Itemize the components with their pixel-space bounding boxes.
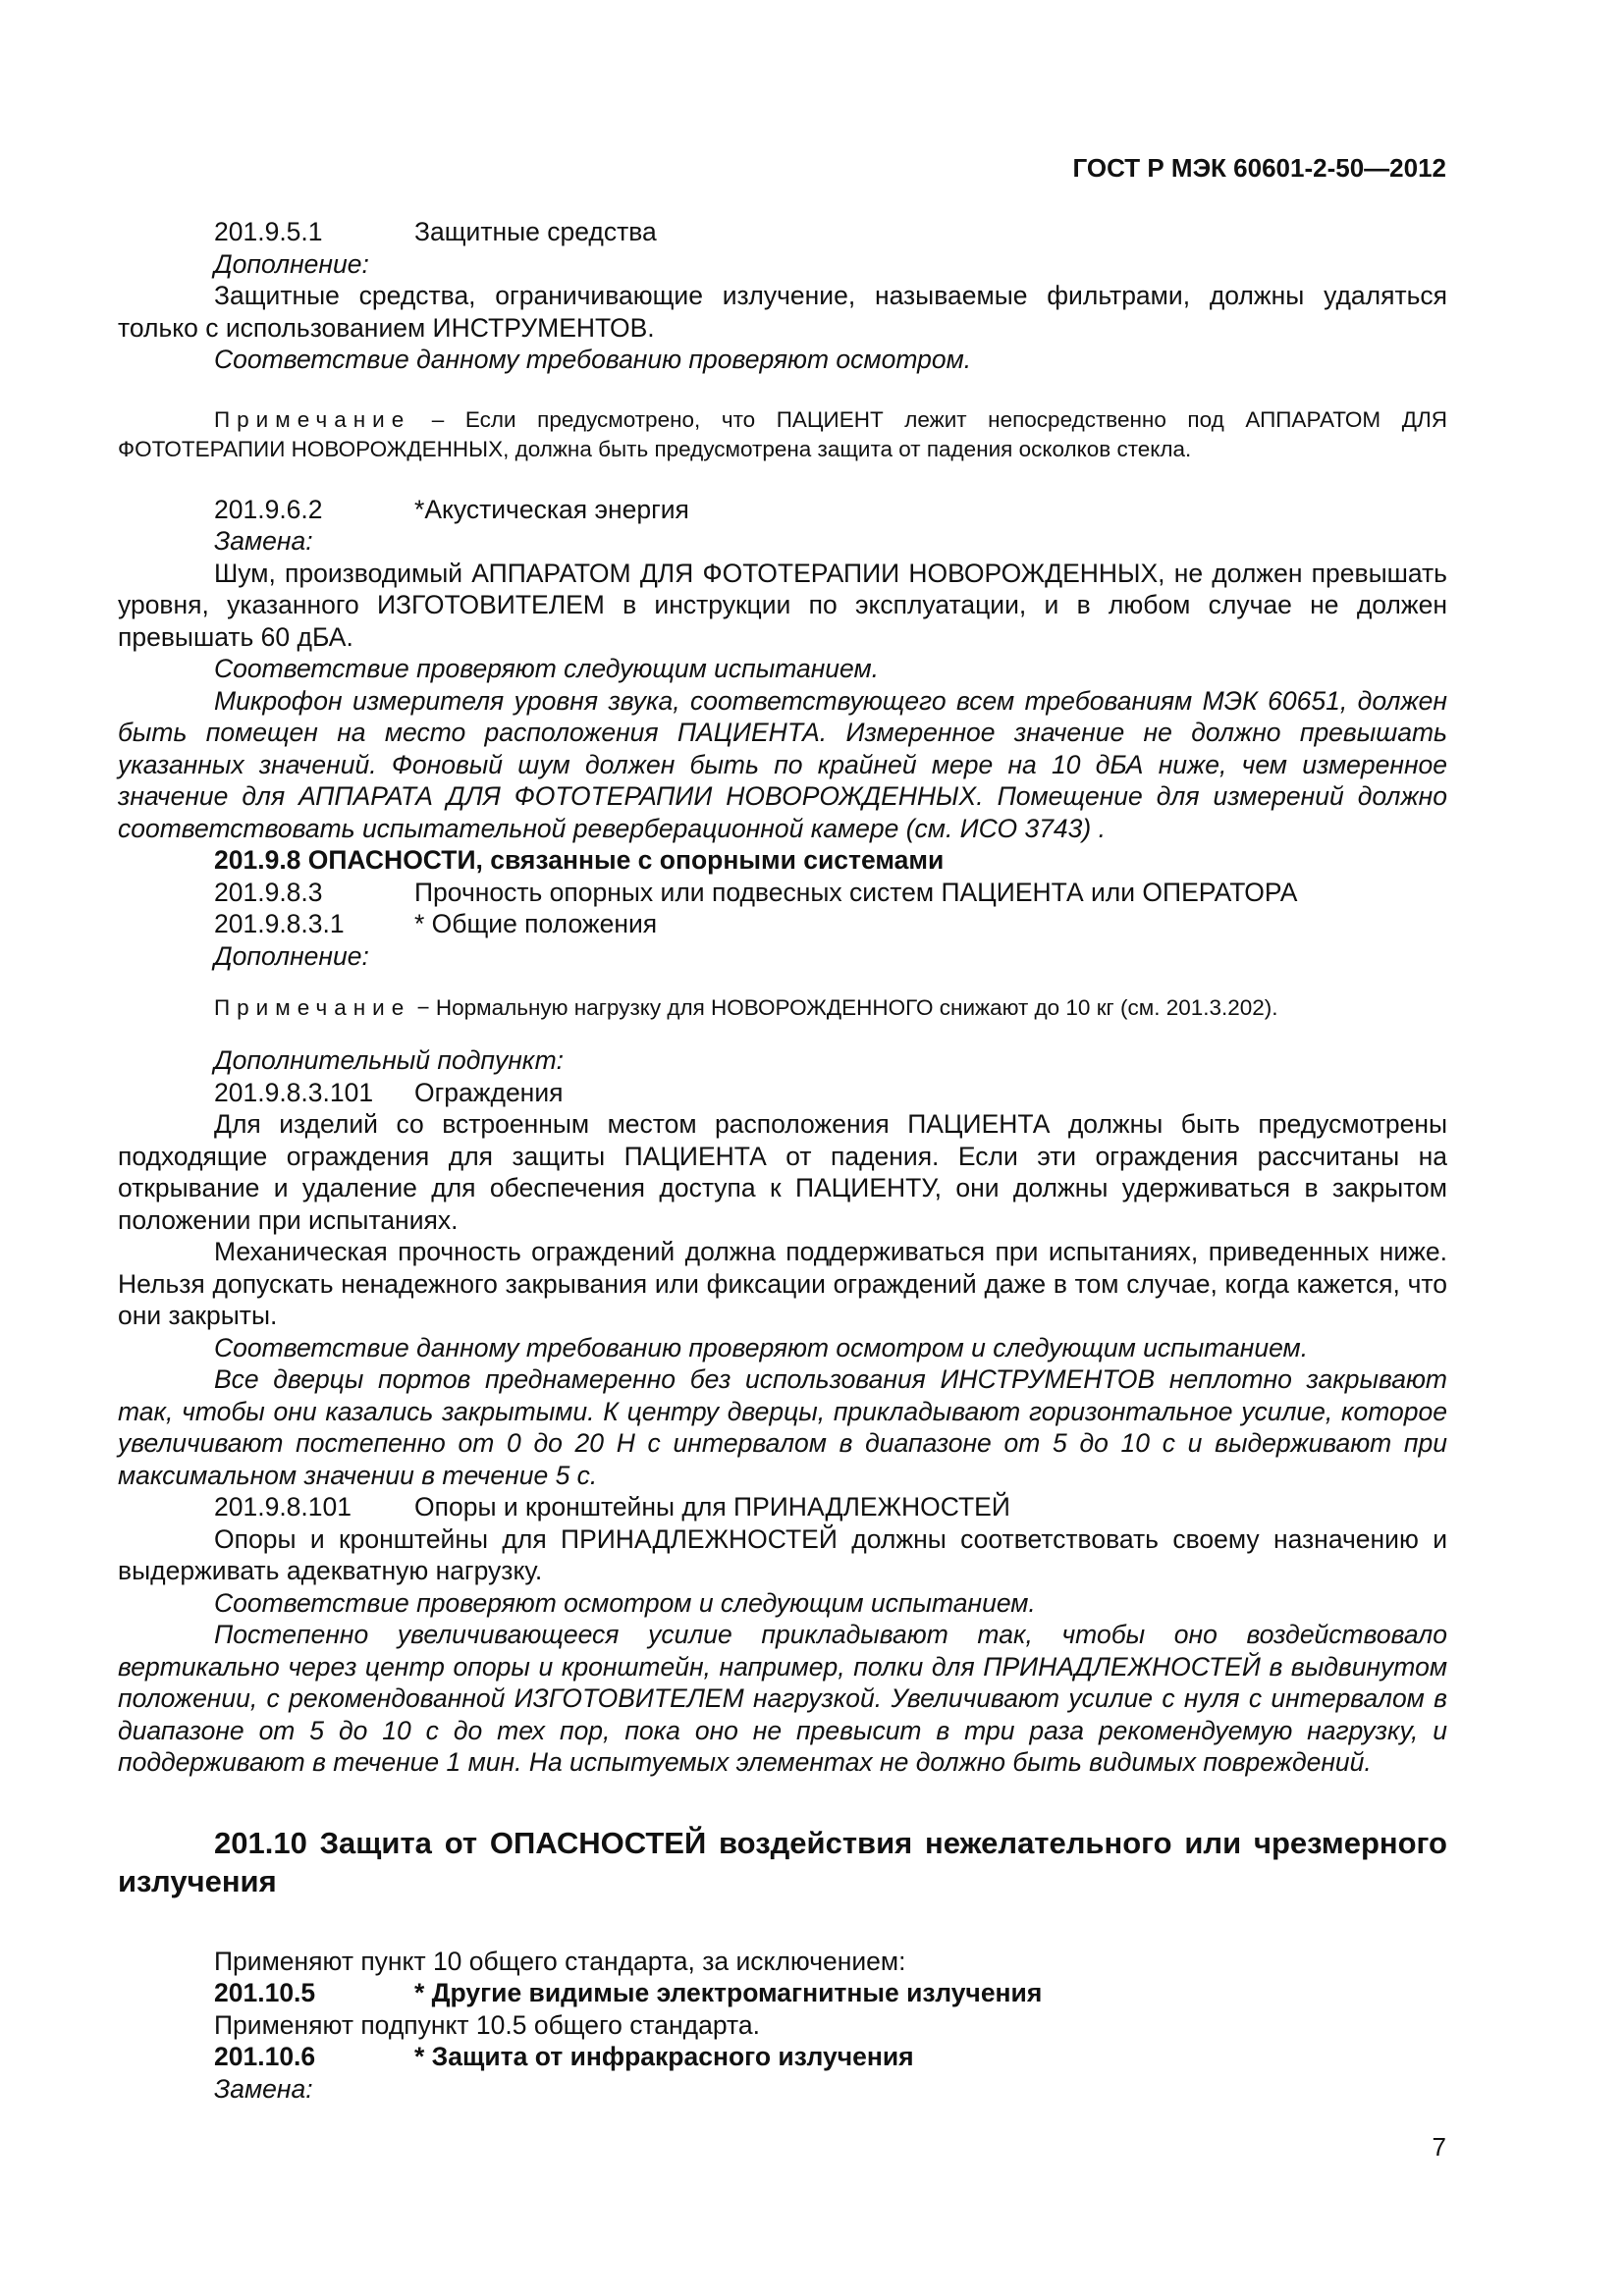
note-label: Примечание xyxy=(214,406,411,432)
clause-201-9-8-3-101 xyxy=(118,1077,1447,1109)
clause-title: Защитные средства xyxy=(414,217,657,246)
clause-201-9-5-1 xyxy=(118,216,1447,248)
clause-number: 201.9.8.101 xyxy=(214,1492,352,1522)
compliance-check: Соответствие проверяют следующим испытанием. xyxy=(214,654,880,683)
paragraph: Применяют пункт 10 общего стандарта, за исключением: xyxy=(214,1946,906,1976)
note-text: – Если предусмотрено, что ПАЦИЕНТ лежит непосредственно под АППАРАТОМ ДЛЯ ФОТОТЕРАПИИ НОВОРОЖДЕННЫХ, должна быть предусмотрена защита от падения осколков стекла. xyxy=(118,406,1447,461)
clause-201-10-6 xyxy=(118,2041,1447,2073)
clause-201-9-8-3-1 xyxy=(118,908,1447,940)
paragraph: Механическая прочность ограждений должна поддерживаться при испытаниях, приведенных ниже. Нельзя допускать ненадежного закрывания или фиксации ограждений даже в том случае, когда кажется, что они закрыты. xyxy=(118,1237,1447,1330)
clause-201-10-5 xyxy=(118,1977,1447,2009)
test-description: Микрофон измерителя уровня звука, соответствующего всем требованиям МЭК 60651, должен быть помещен на место расположения ПАЦИЕНТА. Измеренное значение не должно превышать указанных значений. Фоновый шум должен быть по крайней мере на 10 дБА ниже, чем измеренное значение для АППАРАТА ДЛЯ ФОТОТЕРАПИИ НОВОРОЖДЕННЫХ. Помещение для измерений должно соответствовать испытательной реверберационной камере (см. ИСО 3743) . xyxy=(118,685,1447,843)
replacement-label: Замена: xyxy=(214,2073,313,2104)
section-heading: 201.9.8 ОПАСНОСТИ, связанные с опорными системами xyxy=(214,845,945,875)
page-number: 7 xyxy=(1432,2132,1446,2162)
clause-number: 201.9.8.3 xyxy=(214,877,323,907)
test-description: Все дверцы портов преднамеренно без использования ИНСТРУМЕНТОВ неплотно закрывают так, чтобы они казались закрытыми. К центру дверцы, прикладывают горизонтальное усилие, которое увеличивают постепенно от 0 до 20 Н с интервалом в диапазоне от 5 до 10 с и выдерживают при максимальном значении в течение 5 с. xyxy=(118,1364,1447,1490)
compliance-check: Соответствие проверяют осмотром и следующим испытанием. xyxy=(214,1587,1036,1618)
clause-number: 201.9.5.1 xyxy=(214,217,323,246)
clause-number: 201.10.5 xyxy=(214,1978,316,2007)
clause-number: 201.9.8.3.101 xyxy=(214,1077,374,1107)
paragraph: Опоры и кронштейны для ПРИНАДЛЕЖНОСТЕЙ должны соответствовать своему назначению и выдерживать адекватную нагрузку. xyxy=(118,1523,1447,1585)
note-label: Примечание xyxy=(214,995,411,1020)
clause-title: Ограждения xyxy=(414,1077,564,1107)
addition-label: Дополнение: xyxy=(214,248,369,279)
clause-title: Опоры и кронштейны для ПРИНАДЛЕЖНОСТЕЙ xyxy=(414,1492,1010,1522)
clause-number: 201.10.6 xyxy=(214,2042,316,2071)
paragraph: Шум, производимый АППАРАТОМ ДЛЯ ФОТОТЕРАПИИ НОВОРОЖДЕННЫХ, не должен превышать уровня, указанного ИЗГОТОВИТЕЛЕМ в инструкции по эксплуатации, и в любом случае не должен превышать 60 дБА. xyxy=(118,558,1447,652)
clause-title: Прочность опорных или подвесных систем ПАЦИЕНТА или ОПЕРАТОРА xyxy=(414,877,1298,907)
replacement-label: Замена: xyxy=(214,526,313,556)
clause-201-9-6-2 xyxy=(118,494,1447,526)
major-heading: 201.10 Защита от ОПАСНОСТЕЙ воздействия нежелательного или чрезмерного излучения xyxy=(118,1825,1447,1898)
note xyxy=(118,405,1447,464)
additional-subclause-label: Дополнительный подпункт: xyxy=(214,1045,565,1075)
compliance-check: Соответствие данному требованию проверяют осмотром. xyxy=(214,345,972,374)
note-text: − Нормальную нагрузку для НОВОРОЖДЕННОГО снижают до 10 кг (см. 201.3.202). xyxy=(410,995,1278,1020)
clause-title: * Защита от инфракрасного излучения xyxy=(414,2042,914,2071)
note xyxy=(118,993,1447,1023)
paragraph: Для изделий со встроенным местом расположения ПАЦИЕНТА должны быть предусмотрены подходящие ограждения для защиты ПАЦИЕНТА от падения. Если эти ограждения рассчитаны на открывание и удаление для обеспечения доступа к ПАЦИЕНТУ, они должны удерживаться в закрытом положении при испытаниях. xyxy=(118,1109,1447,1235)
document-header: ГОСТ Р МЭК 60601-2-50—2012 xyxy=(1072,153,1446,183)
clause-201-9-8-3 xyxy=(118,877,1447,909)
addition-label: Дополнение: xyxy=(214,940,369,971)
paragraph: Применяют подпункт 10.5 общего стандарта. xyxy=(214,2009,760,2040)
clause-201-9-8-101 xyxy=(118,1491,1447,1523)
test-description: Постепенно увеличивающееся усилие прикладывают так, чтобы оно воздействовало вертикально через центр опоры и кронштейн, например, полки для ПРИНАДЛЕЖНОСТЕЙ в выдвинутом положении, с рекомендованной ИЗГОТОВИТЕЛЕМ нагрузкой. Увеличивают усилие с нуля с интервалом в диапазоне от 5 до 10 с до тех пор, пока оно не превысит в три раза рекомендуемую нагрузку, и поддерживают в течение 1 мин. На испытуемых элементах не должно быть видимых повреждений. xyxy=(118,1620,1447,1777)
clause-number: 201.9.6.2 xyxy=(214,494,323,524)
document-body xyxy=(118,216,1447,2105)
clause-title: * Другие видимые электромагнитные излучения xyxy=(414,1978,1043,2007)
paragraph: Защитные средства, ограничивающие излучение, называемые фильтрами, должны удаляться только с использованием ИНСТРУМЕНТОВ. xyxy=(118,281,1447,343)
clause-title: *Акустическая энергия xyxy=(414,494,689,524)
clause-title: * Общие положения xyxy=(414,909,658,938)
clause-number: 201.9.8.3.1 xyxy=(214,909,345,938)
compliance-check: Соответствие данному требованию проверяют осмотром и следующим испытанием. xyxy=(214,1332,1309,1362)
